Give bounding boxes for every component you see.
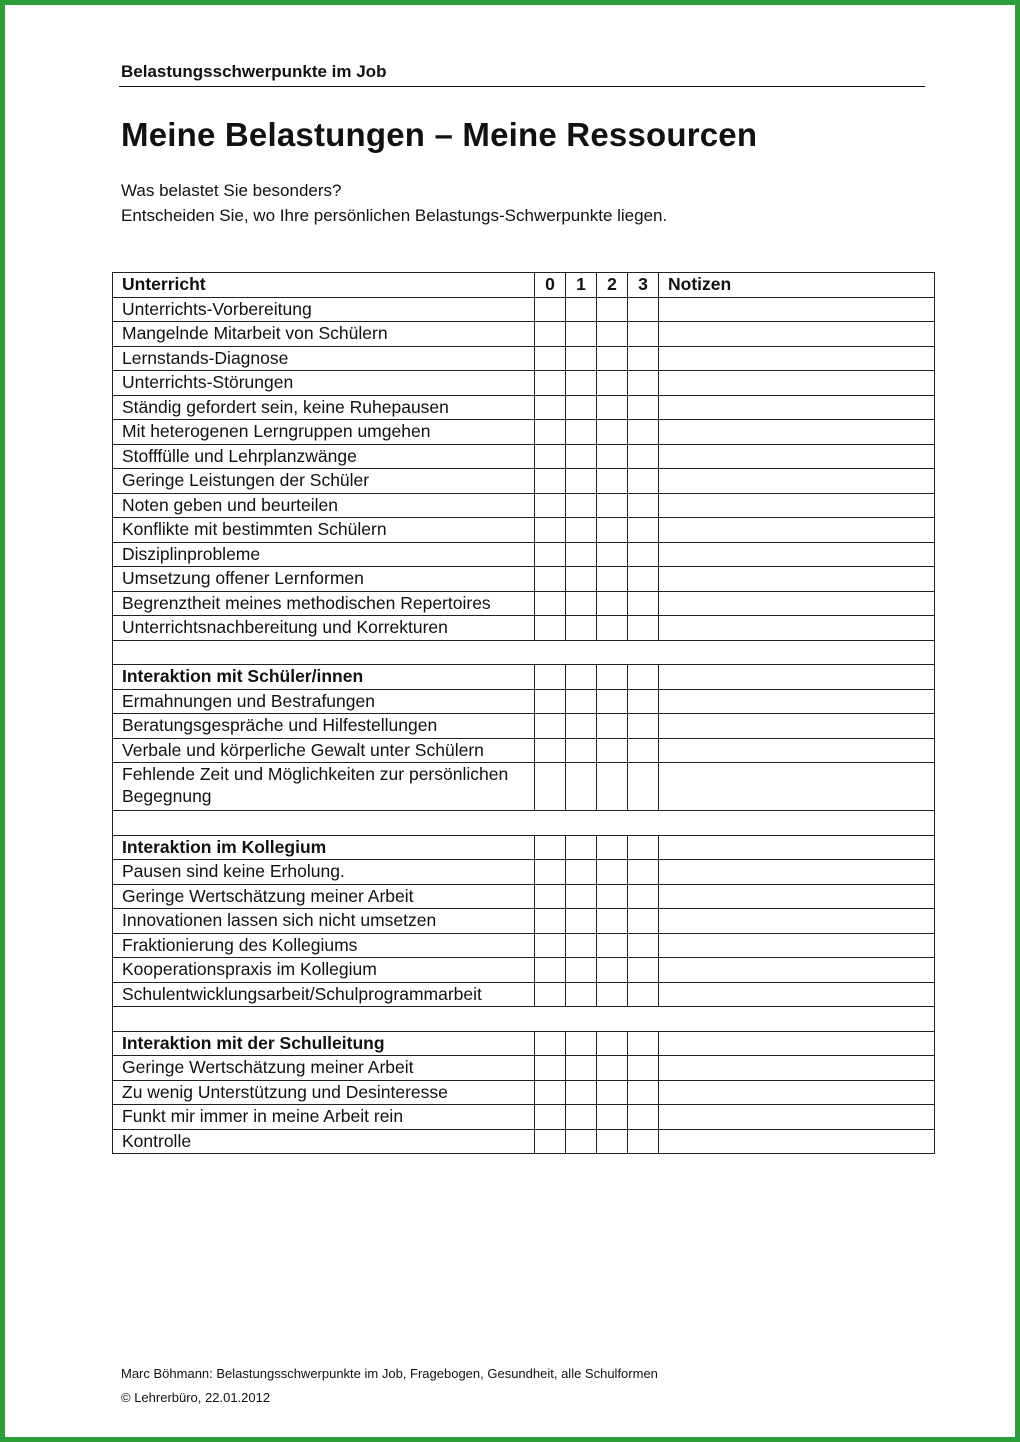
rating-cell-3[interactable] <box>628 958 659 983</box>
rating-cell-3[interactable] <box>628 1080 659 1105</box>
rating-cell-2[interactable] <box>597 933 628 958</box>
rating-cell-3[interactable] <box>628 616 659 641</box>
item-label: Geringe Leistungen der Schüler <box>113 469 535 494</box>
notes-cell[interactable] <box>659 395 935 420</box>
table-row <box>113 420 935 445</box>
rating-cell-3[interactable] <box>628 1056 659 1081</box>
notes-cell[interactable] <box>659 982 935 1007</box>
rating-cell-2[interactable] <box>597 518 628 543</box>
table-row <box>113 958 935 983</box>
table-row <box>113 860 935 885</box>
rating-cell-0[interactable] <box>535 493 566 518</box>
rating-cell-1[interactable] <box>566 1056 597 1081</box>
rating-cell-3[interactable] <box>628 371 659 396</box>
rating-cell-0[interactable] <box>535 835 566 860</box>
rating-cell-1[interactable] <box>566 591 597 616</box>
column-header-0: 0 <box>535 273 566 298</box>
rating-cell-1[interactable] <box>566 1031 597 1056</box>
table-row <box>113 982 935 1007</box>
table-row <box>113 322 935 347</box>
rating-cell-1[interactable] <box>566 689 597 714</box>
table-row <box>113 297 935 322</box>
item-label: Mit heterogenen Lerngruppen umgehen <box>113 420 535 445</box>
notes-cell[interactable] <box>659 518 935 543</box>
rating-cell-2[interactable] <box>597 665 628 690</box>
notes-cell[interactable] <box>659 297 935 322</box>
notes-cell[interactable] <box>659 322 935 347</box>
rating-cell-1[interactable] <box>566 738 597 763</box>
notes-cell[interactable] <box>659 738 935 763</box>
spacer-cell <box>113 640 935 665</box>
table-row <box>113 763 935 811</box>
rating-cell-3[interactable] <box>628 1031 659 1056</box>
table-row <box>113 395 935 420</box>
rating-cell-3[interactable] <box>628 591 659 616</box>
rating-cell-0[interactable] <box>535 616 566 641</box>
rating-cell-2[interactable] <box>597 860 628 885</box>
notes-cell[interactable] <box>659 371 935 396</box>
notes-cell[interactable] <box>659 958 935 983</box>
rating-cell-2[interactable] <box>597 738 628 763</box>
section-heading: Interaktion im Kollegium <box>113 835 535 860</box>
rating-cell-3[interactable] <box>628 860 659 885</box>
rating-cell-2[interactable] <box>597 591 628 616</box>
rating-cell-0[interactable] <box>535 763 566 811</box>
header-divider <box>119 86 925 87</box>
rating-cell-3[interactable] <box>628 420 659 445</box>
table-row <box>113 518 935 543</box>
column-header-notes: Notizen <box>659 273 935 298</box>
rating-cell-2[interactable] <box>597 835 628 860</box>
rating-cell-3[interactable] <box>628 493 659 518</box>
rating-cell-3[interactable] <box>628 763 659 811</box>
rating-cell-1[interactable] <box>566 1105 597 1130</box>
table-row <box>113 493 935 518</box>
rating-cell-3[interactable] <box>628 1105 659 1130</box>
rating-cell-2[interactable] <box>597 884 628 909</box>
rating-cell-1[interactable] <box>566 444 597 469</box>
section-row <box>113 1031 935 1056</box>
rating-cell-2[interactable] <box>597 1031 628 1056</box>
spacer-row <box>113 811 935 836</box>
rating-cell-1[interactable] <box>566 958 597 983</box>
table-row <box>113 1080 935 1105</box>
footer-citation: Marc Böhmann: Belastungsschwerpunkte im Job, Fragebogen, Gesundheit, alle Schulformen <box>121 1366 658 1381</box>
rating-cell-2[interactable] <box>597 1056 628 1081</box>
running-title: Belastungsschwerpunkte im Job <box>121 62 387 81</box>
rating-cell-0[interactable] <box>535 1129 566 1154</box>
rating-cell-0[interactable] <box>535 982 566 1007</box>
rating-cell-1[interactable] <box>566 616 597 641</box>
item-label: Fraktionierung des Kollegiums <box>113 933 535 958</box>
rating-cell-1[interactable] <box>566 665 597 690</box>
rating-cell-0[interactable] <box>535 518 566 543</box>
rating-cell-3[interactable] <box>628 835 659 860</box>
rating-cell-2[interactable] <box>597 982 628 1007</box>
notes-cell[interactable] <box>659 860 935 885</box>
table-row <box>113 909 935 934</box>
footer-copyright: © Lehrerbüro, 22.01.2012 <box>121 1390 271 1405</box>
item-label: Geringe Wertschätzung meiner Arbeit <box>113 1056 535 1081</box>
notes-cell[interactable] <box>659 1080 935 1105</box>
item-label: Pausen sind keine Erholung. <box>113 860 535 885</box>
rating-cell-0[interactable] <box>535 1031 566 1056</box>
spacer-cell <box>113 811 935 836</box>
table-row <box>113 933 935 958</box>
rating-cell-1[interactable] <box>566 346 597 371</box>
notes-cell[interactable] <box>659 689 935 714</box>
rating-cell-0[interactable] <box>535 738 566 763</box>
table-row <box>113 714 935 739</box>
rating-cell-0[interactable] <box>535 909 566 934</box>
rating-cell-1[interactable] <box>566 835 597 860</box>
column-header-1: 1 <box>566 273 597 298</box>
table-row <box>113 616 935 641</box>
item-label: Umsetzung offener Lernformen <box>113 567 535 592</box>
rating-cell-0[interactable] <box>535 395 566 420</box>
table-body <box>113 297 935 1154</box>
table-row <box>113 1056 935 1081</box>
rating-cell-0[interactable] <box>535 346 566 371</box>
rating-cell-0[interactable] <box>535 469 566 494</box>
rating-cell-1[interactable] <box>566 518 597 543</box>
item-label: Geringe Wertschätzung meiner Arbeit <box>113 884 535 909</box>
rating-cell-3[interactable] <box>628 567 659 592</box>
item-label: Zu wenig Unterstützung und Desinteresse <box>113 1080 535 1105</box>
rating-cell-3[interactable] <box>628 518 659 543</box>
rating-cell-2[interactable] <box>597 689 628 714</box>
item-label: Noten geben und beurteilen <box>113 493 535 518</box>
rating-cell-2[interactable] <box>597 714 628 739</box>
column-header-3: 3 <box>628 273 659 298</box>
rating-cell-1[interactable] <box>566 1129 597 1154</box>
notes-cell[interactable] <box>659 346 935 371</box>
rating-cell-2[interactable] <box>597 1105 628 1130</box>
rating-cell-0[interactable] <box>535 1056 566 1081</box>
rating-cell-1[interactable] <box>566 982 597 1007</box>
notes-cell[interactable] <box>659 714 935 739</box>
rating-cell-0[interactable] <box>535 884 566 909</box>
rating-cell-1[interactable] <box>566 909 597 934</box>
rating-cell-1[interactable] <box>566 567 597 592</box>
item-label: Kooperationspraxis im Kollegium <box>113 958 535 983</box>
table-row <box>113 1105 935 1130</box>
notes-cell[interactable] <box>659 665 935 690</box>
notes-cell[interactable] <box>659 469 935 494</box>
notes-cell[interactable] <box>659 493 935 518</box>
rating-cell-3[interactable] <box>628 322 659 347</box>
rating-cell-3[interactable] <box>628 714 659 739</box>
item-label: Disziplinprobleme <box>113 542 535 567</box>
item-label: Kontrolle <box>113 1129 535 1154</box>
rating-cell-3[interactable] <box>628 665 659 690</box>
rating-cell-2[interactable] <box>597 444 628 469</box>
rating-cell-0[interactable] <box>535 297 566 322</box>
rating-cell-3[interactable] <box>628 297 659 322</box>
spacer-row <box>113 640 935 665</box>
rating-cell-2[interactable] <box>597 322 628 347</box>
page-title: Meine Belastungen – Meine Ressourcen <box>121 116 758 153</box>
notes-cell[interactable] <box>659 542 935 567</box>
column-header-2: 2 <box>597 273 628 298</box>
rating-cell-2[interactable] <box>597 763 628 811</box>
item-label: Beratungsgespräche und Hilfestellungen <box>113 714 535 739</box>
intro-instruction: Entscheiden Sie, wo Ihre persönlichen Belastungs-Schwerpunkte liegen. <box>121 206 668 225</box>
rating-cell-2[interactable] <box>597 616 628 641</box>
rating-cell-1[interactable] <box>566 714 597 739</box>
notes-cell[interactable] <box>659 933 935 958</box>
notes-cell[interactable] <box>659 567 935 592</box>
rating-cell-3[interactable] <box>628 982 659 1007</box>
item-label: Ermahnungen und Bestrafungen <box>113 689 535 714</box>
item-label: Schulentwicklungsarbeit/Schulprogrammarbeit <box>113 982 535 1007</box>
rating-cell-2[interactable] <box>597 297 628 322</box>
rating-cell-0[interactable] <box>535 542 566 567</box>
item-label: Begrenztheit meines methodischen Repertoires <box>113 591 535 616</box>
rating-cell-3[interactable] <box>628 884 659 909</box>
item-label: Verbale und körperliche Gewalt unter Schülern <box>113 738 535 763</box>
table-row <box>113 1129 935 1154</box>
section-heading: Unterricht <box>113 273 535 298</box>
rating-cell-0[interactable] <box>535 420 566 445</box>
rating-cell-1[interactable] <box>566 884 597 909</box>
rating-cell-1[interactable] <box>566 420 597 445</box>
rating-cell-0[interactable] <box>535 591 566 616</box>
rating-cell-1[interactable] <box>566 395 597 420</box>
notes-cell[interactable] <box>659 591 935 616</box>
item-label: Fehlende Zeit und Möglichkeiten zur persönlichen Begegnung <box>113 763 535 811</box>
rating-cell-3[interactable] <box>628 909 659 934</box>
table-row <box>113 469 935 494</box>
rating-cell-0[interactable] <box>535 322 566 347</box>
rating-cell-1[interactable] <box>566 493 597 518</box>
rating-cell-1[interactable] <box>566 860 597 885</box>
rating-cell-2[interactable] <box>597 909 628 934</box>
section-row <box>113 665 935 690</box>
notes-cell[interactable] <box>659 444 935 469</box>
rating-cell-2[interactable] <box>597 958 628 983</box>
notes-cell[interactable] <box>659 1129 935 1154</box>
rating-cell-3[interactable] <box>628 933 659 958</box>
section-heading: Interaktion mit der Schulleitung <box>113 1031 535 1056</box>
rating-cell-0[interactable] <box>535 371 566 396</box>
rating-cell-0[interactable] <box>535 1080 566 1105</box>
notes-cell[interactable] <box>659 420 935 445</box>
rating-cell-1[interactable] <box>566 469 597 494</box>
rating-cell-1[interactable] <box>566 297 597 322</box>
item-label: Konflikte mit bestimmten Schülern <box>113 518 535 543</box>
intro-text <box>121 178 667 228</box>
table-row <box>113 689 935 714</box>
item-label: Lernstands-Diagnose <box>113 346 535 371</box>
section-heading: Interaktion mit Schüler/innen <box>113 665 535 690</box>
item-label: Unterrichts-Vorbereitung <box>113 297 535 322</box>
table-row <box>113 884 935 909</box>
rating-cell-1[interactable] <box>566 1080 597 1105</box>
item-label: Stofffülle und Lehrplanzwänge <box>113 444 535 469</box>
rating-cell-2[interactable] <box>597 346 628 371</box>
rating-cell-3[interactable] <box>628 542 659 567</box>
notes-cell[interactable] <box>659 1105 935 1130</box>
rating-cell-2[interactable] <box>597 371 628 396</box>
table-row <box>113 371 935 396</box>
table-row <box>113 346 935 371</box>
rating-cell-3[interactable] <box>628 395 659 420</box>
table-row <box>113 542 935 567</box>
rating-cell-1[interactable] <box>566 933 597 958</box>
item-label: Unterrichts-Störungen <box>113 371 535 396</box>
table-header-row <box>113 273 935 298</box>
rating-cell-3[interactable] <box>628 444 659 469</box>
rating-cell-0[interactable] <box>535 958 566 983</box>
table-row <box>113 738 935 763</box>
rating-cell-1[interactable] <box>566 371 597 396</box>
intro-question: Was belastet Sie besonders? <box>121 181 342 200</box>
rating-cell-2[interactable] <box>597 567 628 592</box>
notes-cell[interactable] <box>659 835 935 860</box>
spacer-row <box>113 1007 935 1032</box>
item-label: Ständig gefordert sein, keine Ruhepausen <box>113 395 535 420</box>
rating-cell-3[interactable] <box>628 689 659 714</box>
rating-cell-2[interactable] <box>597 493 628 518</box>
rating-cell-3[interactable] <box>628 346 659 371</box>
rating-cell-2[interactable] <box>597 1129 628 1154</box>
questionnaire-table <box>112 272 935 1154</box>
rating-cell-2[interactable] <box>597 469 628 494</box>
rating-cell-0[interactable] <box>535 1105 566 1130</box>
rating-cell-0[interactable] <box>535 714 566 739</box>
notes-cell[interactable] <box>659 884 935 909</box>
item-label: Innovationen lassen sich nicht umsetzen <box>113 909 535 934</box>
rating-cell-2[interactable] <box>597 542 628 567</box>
rating-cell-1[interactable] <box>566 322 597 347</box>
rating-cell-0[interactable] <box>535 665 566 690</box>
rating-cell-2[interactable] <box>597 395 628 420</box>
notes-cell[interactable] <box>659 1031 935 1056</box>
rating-cell-2[interactable] <box>597 420 628 445</box>
notes-cell[interactable] <box>659 763 935 811</box>
rating-cell-3[interactable] <box>628 469 659 494</box>
rating-cell-3[interactable] <box>628 738 659 763</box>
notes-cell[interactable] <box>659 616 935 641</box>
rating-cell-0[interactable] <box>535 933 566 958</box>
rating-cell-2[interactable] <box>597 1080 628 1105</box>
rating-cell-0[interactable] <box>535 567 566 592</box>
rating-cell-3[interactable] <box>628 1129 659 1154</box>
notes-cell[interactable] <box>659 909 935 934</box>
table-row <box>113 567 935 592</box>
rating-cell-1[interactable] <box>566 763 597 811</box>
rating-cell-0[interactable] <box>535 860 566 885</box>
rating-cell-0[interactable] <box>535 689 566 714</box>
item-label: Funkt mir immer in meine Arbeit rein <box>113 1105 535 1130</box>
spacer-cell <box>113 1007 935 1032</box>
table-row <box>113 444 935 469</box>
section-row <box>113 835 935 860</box>
item-label: Unterrichtsnachbereitung und Korrekturen <box>113 616 535 641</box>
item-label: Mangelnde Mitarbeit von Schülern <box>113 322 535 347</box>
rating-cell-1[interactable] <box>566 542 597 567</box>
notes-cell[interactable] <box>659 1056 935 1081</box>
rating-cell-0[interactable] <box>535 444 566 469</box>
table-row <box>113 591 935 616</box>
